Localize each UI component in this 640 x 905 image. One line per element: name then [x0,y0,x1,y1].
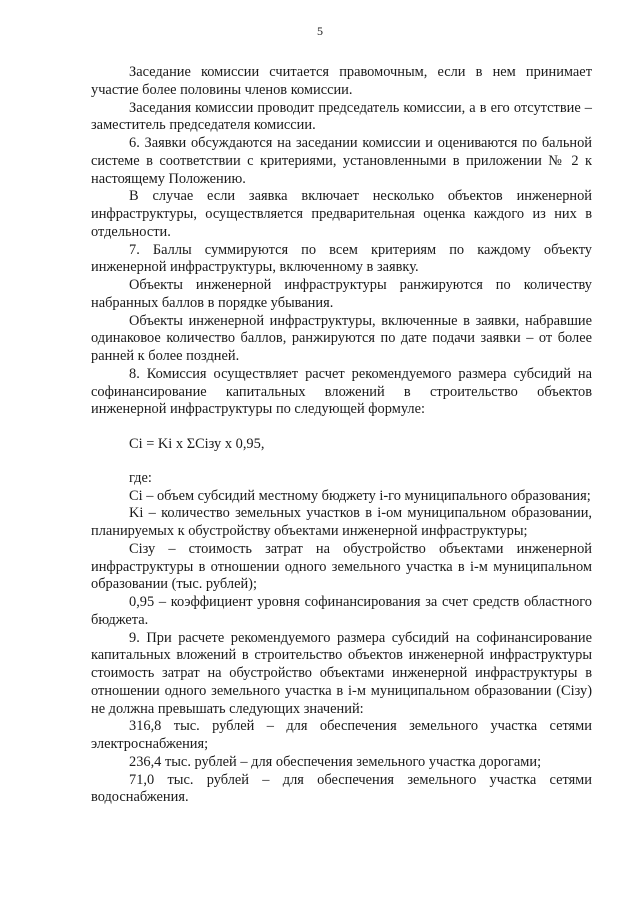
paragraph: 9. При расчете рекомендуемого размера субсидий на софинансирование капитальных вложений в строительство объектов инженерной инфраструктуры стоимость затрат на обустройство объектами инженерной инфраструктуры в отношении одного земельного участка в i-м муниципальном образовании (Ciзу) не должна превышать следующих значений: [91,629,592,717]
definition-item: Ciзу – стоимость затрат на обустройство объектами инженерной инфраструктуры в отношении одного земельного участка в i-м муниципальном образовании (тыс. рублей); [91,540,592,593]
limit-item: 71,0 тыс. рублей – для обеспечения земельного участка сетями водоснабжения. [91,771,592,806]
definition-item: Ki – количество земельных участков в i-ом муниципальном образовании, планируемых к обустройству объектами инженерной инфраструктуры; [91,505,592,539]
paragraph: Заседания комиссии проводит председатель комиссии, а в его отсутствие – заместитель председателя комиссии. [91,99,592,134]
paragraph: 6. Заявки обсуждаются на заседании комиссии и оцениваются по бальной системе в соответствии с критериями, установленными в приложении № 2 к настоящему Положению. [91,135,592,187]
paragraph: Объекты инженерной инфраструктуры ранжируются по количеству набранных баллов в порядке убывания. [91,277,592,311]
paragraph: Объекты инженерной инфраструктуры, включенные в заявки, набравшие одинаковое количество баллов, ранжируются по дате подачи заявки – от более ранней к более поздней. [91,312,592,364]
limit-item: 236,4 тыс. рублей – для обеспечения земельного участка дорогами; [129,753,542,770]
paragraph: В случае если заявка включает несколько объектов инженерной инфраструктуры, осуществляется предварительная оценка каждого из них в отдельности. [91,188,592,240]
limit-item: 316,8 тыс. рублей – для обеспечения земельного участка сетями электроснабжения; [91,718,592,752]
document-body [91,64,592,807]
subsidy-formula: Ci = Ki x ΣCiзу x 0,95, [129,436,265,452]
definition-item: 0,95 – коэффициент уровня софинансирования за счет средств областного бюджета. [91,594,592,628]
page-number: 5 [317,24,323,38]
definition-item: Ci – объем субсидий местному бюджету i-го муниципального образования; [129,487,591,504]
definition-intro: где: [129,469,152,486]
paragraph: 8. Комиссия осуществляет расчет рекомендуемого размера субсидий на софинансирование капитальных вложений в строительство объектов инженерной инфраструктуры по следующей формуле: [91,365,592,418]
paragraph: 7. Баллы суммируются по всем критериям по каждому объекту инженерной инфраструктуры, включенному в заявку. [91,241,592,276]
paragraph: Заседание комиссии считается правомочным, если в нем принимает участие более половины членов комиссии. [91,64,592,98]
